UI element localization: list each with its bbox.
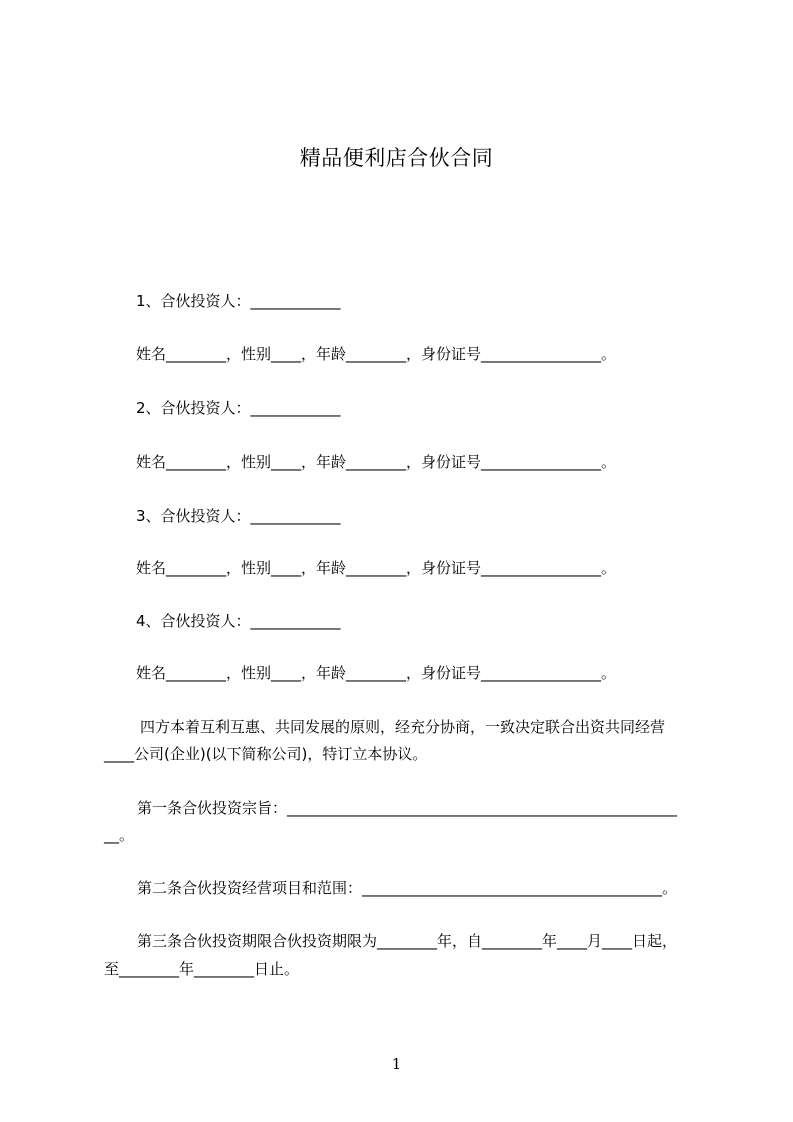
investor-1-heading: 1、合伙投资人：____________ xyxy=(136,292,341,310)
article-1-line-2: __。 xyxy=(104,826,135,844)
investor-2-details: 姓名________，性别____，年龄________，身份证号________________。 xyxy=(136,453,617,471)
document-title: 精品便利店合伙合同 xyxy=(299,146,494,170)
article-3-line-2: 至________年________日止。 xyxy=(104,960,300,978)
investor-3-heading: 3、合伙投资人：____________ xyxy=(136,507,341,525)
article-3-line-1: 第三条合伙投资期限合伙投资期限为________年，自________年____月____日起， xyxy=(137,932,678,950)
article-2-line-1: 第二条合伙投资经营项目和范围：________________________________________。 xyxy=(137,879,678,897)
agreement-line-2: ____公司(企业)(以下简称公司)，特订立本协议。 xyxy=(104,745,428,763)
agreement-line-1: 四方本着互利互惠、共同发展的原则，经充分协商，一致决定联合出资共同经营 xyxy=(140,718,666,736)
investor-4-details: 姓名________，性别____，年龄________，身份证号________________。 xyxy=(136,664,617,682)
page-number: 1 xyxy=(391,1055,402,1073)
article-1-line-1: 第一条合伙投资宗旨：____________________________________________________ xyxy=(137,799,678,817)
investor-3-details: 姓名________，性别____，年龄________，身份证号________________。 xyxy=(136,559,617,577)
investor-4-heading: 4、合伙投资人：____________ xyxy=(136,612,341,630)
investor-2-heading: 2、合伙投资人：____________ xyxy=(136,399,341,417)
investor-1-details: 姓名________，性别____，年龄________，身份证号________________。 xyxy=(136,345,617,363)
